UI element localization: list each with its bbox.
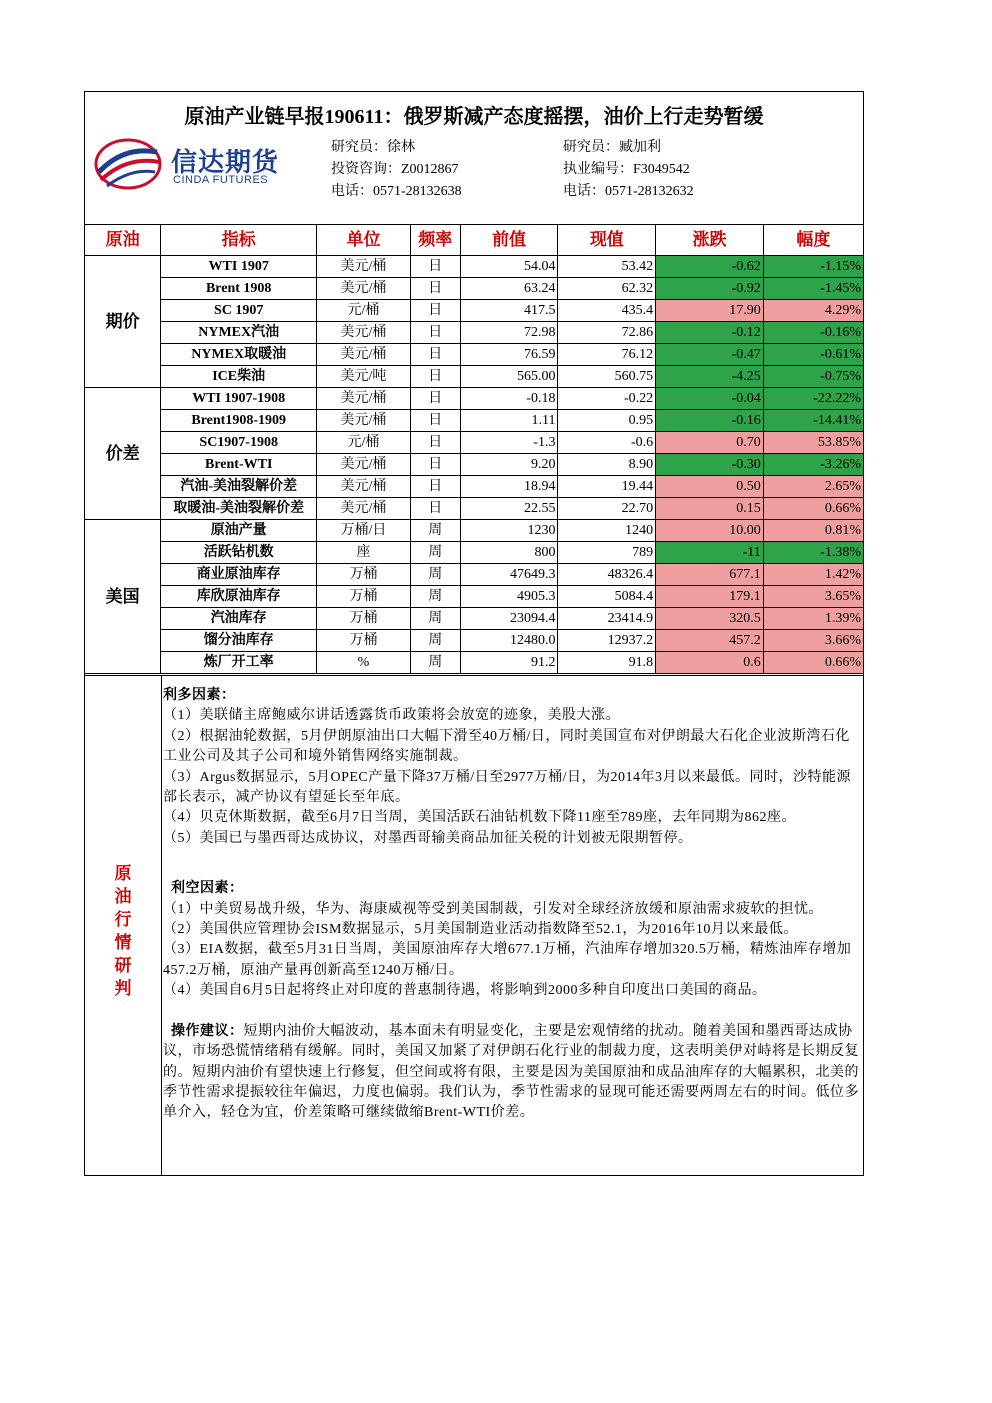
percent-cell: 4.29% <box>763 300 863 322</box>
previous-value-cell: 76.59 <box>460 344 558 366</box>
group-label: 美国 <box>85 520 161 674</box>
table-row <box>85 388 863 410</box>
indicator-cell: 汽油-美油裂解价差 <box>161 476 317 498</box>
brand-name-cn: 信达期货 <box>171 147 280 177</box>
indicator-cell: WTI 1907 <box>161 256 317 278</box>
change-cell: 179.1 <box>656 586 764 608</box>
frequency-cell: 日 <box>410 454 460 476</box>
unit-cell: 美元/桶 <box>317 388 411 410</box>
frequency-cell: 日 <box>410 476 460 498</box>
frequency-cell: 日 <box>410 300 460 322</box>
current-value-cell: -0.22 <box>558 388 656 410</box>
change-cell: -0.92 <box>656 278 764 300</box>
report-header <box>85 92 863 225</box>
change-cell: -4.25 <box>656 366 764 388</box>
current-value-cell: 23414.9 <box>558 608 656 630</box>
indicator-cell: 库欣原油库存 <box>161 586 317 608</box>
previous-value-cell: -0.18 <box>460 388 558 410</box>
current-value-cell: 62.32 <box>558 278 656 300</box>
frequency-cell: 日 <box>410 278 460 300</box>
group-label: 期价 <box>85 256 161 388</box>
table-row <box>85 498 863 520</box>
change-cell: 0.70 <box>656 432 764 454</box>
previous-value-cell: 4905.3 <box>460 586 558 608</box>
change-cell: 320.5 <box>656 608 764 630</box>
unit-cell: 美元/桶 <box>317 476 411 498</box>
table-row <box>85 344 863 366</box>
percent-cell: 1.42% <box>763 564 863 586</box>
spacer <box>163 1002 859 1022</box>
previous-value-cell: 18.94 <box>460 476 558 498</box>
previous-value-cell: 23094.4 <box>460 608 558 630</box>
unit-cell: 美元/吨 <box>317 366 411 388</box>
table-row <box>85 630 863 652</box>
advice-text: 短期内油价大幅波动，基本面未有明显变化，主要是宏观情绪的扰动。随着美国和墨西哥达成协议，市场恐慌情绪稍有缓解。同时，美国又加紧了对伊朗石化行业的制裁力度，这表明美伊对峙将是长期反复的。短期内油价有望快速上行修复，但空间或将有限，主要是因为美国原油和成品油库存的大幅累积，北美的季节性需求提振较往年偏迟，力度也偏弱。我们认为，季节性需求的显现可能还需要两周左右的时间。低位多单介入，轻仓为宜，价差策略可继续做缩Brent-WTI价差。 <box>163 1023 859 1121</box>
table-row <box>85 564 863 586</box>
unit-cell: 元/桶 <box>317 300 411 322</box>
indicator-cell: 汽油库存 <box>161 608 317 630</box>
research-label-cell <box>85 676 162 1176</box>
change-cell: 0.6 <box>656 652 764 674</box>
indicator-cell: Brent-WTI <box>161 454 317 476</box>
percent-cell: -0.16% <box>763 322 863 344</box>
current-value-cell: -0.6 <box>558 432 656 454</box>
bear-heading: 利空因素： <box>171 881 244 897</box>
bull-item: （2）根据油轮数据，5月伊朗原油出口大幅下滑至40万桶/日，同时美国宣布对伊朗最大石化企业波斯湾石化工业公司及其子公司和境外销售网络实施制裁。 <box>163 728 850 765</box>
current-value-cell: 53.42 <box>558 256 656 278</box>
label-char: 油 <box>114 887 132 906</box>
frequency-cell: 日 <box>410 498 460 520</box>
header-previous: 前值 <box>460 224 558 256</box>
research-label <box>113 862 133 1000</box>
current-value-cell: 22.70 <box>558 498 656 520</box>
unit-cell: 美元/桶 <box>317 454 411 476</box>
spacer <box>163 849 859 879</box>
bear-item: （3）EIA数据，截至5月31日当周，美国原油库存大增677.1万桶，汽油库存增加320.5万桶，精炼油库存增加457.2万桶，原油产量再创新高至1240万桶/日。 <box>163 942 852 978</box>
group-label: 价差 <box>85 388 161 520</box>
research-section <box>85 675 863 1176</box>
previous-value-cell: 22.55 <box>460 498 558 520</box>
change-cell: 0.50 <box>656 476 764 498</box>
frequency-cell: 日 <box>410 344 460 366</box>
header-category: 原油 <box>85 224 161 256</box>
unit-cell: 美元/桶 <box>317 256 411 278</box>
unit-cell: 美元/桶 <box>317 498 411 520</box>
indicator-cell: 活跃钻机数 <box>161 542 317 564</box>
bear-item: （1）中美贸易战升级，华为、海康威视等受到美国制裁，引发对全球经济放缓和原油需求疲软的担忧。 <box>163 901 823 917</box>
previous-value-cell: 9.20 <box>460 454 558 476</box>
indicator-cell: SC1907-1908 <box>161 432 317 454</box>
table-body <box>85 256 863 674</box>
table-row <box>85 278 863 300</box>
current-value-cell: 12937.2 <box>558 630 656 652</box>
table-row <box>85 410 863 432</box>
change-cell: -0.12 <box>656 322 764 344</box>
unit-cell: 美元/桶 <box>317 410 411 432</box>
analyst-2-license: 执业编号：F3049542 <box>563 162 690 177</box>
analyst-2-phone: 电话：0571-28132632 <box>563 184 694 199</box>
bull-heading: 利多因素： <box>163 688 236 703</box>
frequency-cell: 日 <box>410 366 460 388</box>
report-sheet <box>84 91 864 1176</box>
current-value-cell: 435.4 <box>558 300 656 322</box>
label-char: 研 <box>114 956 132 975</box>
advice-heading: 操作建议： <box>171 1023 244 1039</box>
current-value-cell: 789 <box>558 542 656 564</box>
indicator-cell: NYMEX取暖油 <box>161 344 317 366</box>
change-cell: 0.15 <box>656 498 764 520</box>
current-value-cell: 8.90 <box>558 454 656 476</box>
current-value-cell: 19.44 <box>558 476 656 498</box>
indicator-cell: Brent 1908 <box>161 278 317 300</box>
cinda-logo <box>93 136 283 192</box>
unit-cell: % <box>317 652 411 674</box>
header-current: 现值 <box>558 224 656 256</box>
indicator-cell: WTI 1907-1908 <box>161 388 317 410</box>
research-body <box>163 686 859 1124</box>
bear-item: （2）美国供应管理协会ISM数据显示，5月美国制造业活动指数降至52.1，为2016年10月以来最低。 <box>163 922 798 938</box>
current-value-cell: 72.86 <box>558 322 656 344</box>
table-row <box>85 542 863 564</box>
change-cell: 17.90 <box>656 300 764 322</box>
previous-value-cell: 47649.3 <box>460 564 558 586</box>
current-value-cell: 1240 <box>558 520 656 542</box>
change-cell: 457.2 <box>656 630 764 652</box>
analyst-1-name: 研究员：徐林 <box>331 140 415 155</box>
previous-value-cell: 54.04 <box>460 256 558 278</box>
table-row <box>85 300 863 322</box>
bull-item: （1）美联储主席鲍威尔讲话透露货币政策将会放宽的迹象，美股大涨。 <box>163 708 620 724</box>
frequency-cell: 周 <box>410 630 460 652</box>
cinda-logo-icon <box>93 136 163 192</box>
previous-value-cell: 91.2 <box>460 652 558 674</box>
previous-value-cell: 1230 <box>460 520 558 542</box>
change-cell: -11 <box>656 542 764 564</box>
table-row <box>85 322 863 344</box>
percent-cell: -0.75% <box>763 366 863 388</box>
percent-cell: -22.22% <box>763 388 863 410</box>
bull-item: （4）贝克休斯数据，截至6月7日当周，美国活跃石油钻机数下降11座至789座，去年同期为862座。 <box>163 810 796 826</box>
percent-cell: -1.38% <box>763 542 863 564</box>
percent-cell: 1.39% <box>763 608 863 630</box>
percent-cell: 3.66% <box>763 630 863 652</box>
change-cell: 677.1 <box>656 564 764 586</box>
change-cell: -0.16 <box>656 410 764 432</box>
frequency-cell: 周 <box>410 542 460 564</box>
indicator-cell: ICE柴油 <box>161 366 317 388</box>
current-value-cell: 560.75 <box>558 366 656 388</box>
previous-value-cell: -1.3 <box>460 432 558 454</box>
indicator-cell: 炼厂开工率 <box>161 652 317 674</box>
frequency-cell: 日 <box>410 322 460 344</box>
frequency-cell: 日 <box>410 410 460 432</box>
change-cell: -0.47 <box>656 344 764 366</box>
header-unit: 单位 <box>317 224 411 256</box>
current-value-cell: 48326.4 <box>558 564 656 586</box>
table-row <box>85 366 863 388</box>
current-value-cell: 5084.4 <box>558 586 656 608</box>
bull-item: （5）美国已与墨西哥达成协议，对墨西哥输美商品加征关税的计划被无限期暂停。 <box>163 830 693 846</box>
unit-cell: 万桶 <box>317 586 411 608</box>
percent-cell: -0.61% <box>763 344 863 366</box>
frequency-cell: 周 <box>410 586 460 608</box>
change-cell: -0.04 <box>656 388 764 410</box>
percent-cell: 53.85% <box>763 432 863 454</box>
table-row <box>85 608 863 630</box>
table-row <box>85 520 863 542</box>
analyst-1-license: 投资咨询：Z0012867 <box>331 162 459 177</box>
current-value-cell: 91.8 <box>558 652 656 674</box>
indicator-cell: 取暖油-美油裂解价差 <box>161 498 317 520</box>
label-char: 原 <box>114 864 132 883</box>
unit-cell: 万桶/日 <box>317 520 411 542</box>
percent-cell: -1.45% <box>763 278 863 300</box>
frequency-cell: 周 <box>410 520 460 542</box>
percent-cell: 2.65% <box>763 476 863 498</box>
analyst-2-name: 研究员：臧加利 <box>563 140 661 155</box>
header-percent: 幅度 <box>763 224 863 256</box>
header-frequency: 频率 <box>410 224 460 256</box>
analyst-1-phone: 电话：0571-28132638 <box>331 184 462 199</box>
table-row <box>85 454 863 476</box>
frequency-cell: 日 <box>410 388 460 410</box>
label-char: 判 <box>114 979 132 998</box>
header-change: 涨跌 <box>656 224 764 256</box>
percent-cell: -1.15% <box>763 256 863 278</box>
previous-value-cell: 72.98 <box>460 322 558 344</box>
table-row <box>85 476 863 498</box>
indicator-cell: SC 1907 <box>161 300 317 322</box>
table-row <box>85 586 863 608</box>
unit-cell: 座 <box>317 542 411 564</box>
bear-item: （4）美国自6月5日起将终止对印度的普惠制待遇，将影响到2000多种自印度出口美国的商品。 <box>163 983 767 999</box>
unit-cell: 美元/桶 <box>317 278 411 300</box>
label-char: 情 <box>114 933 132 952</box>
indicator-cell: 原油产量 <box>161 520 317 542</box>
brand-name-en: CINDA FUTURES <box>173 174 269 186</box>
unit-cell: 美元/桶 <box>317 344 411 366</box>
unit-cell: 万桶 <box>317 608 411 630</box>
percent-cell: -3.26% <box>763 454 863 476</box>
percent-cell: -14.41% <box>763 410 863 432</box>
frequency-cell: 日 <box>410 432 460 454</box>
indicator-cell: NYMEX汽油 <box>161 322 317 344</box>
change-cell: 10.00 <box>656 520 764 542</box>
change-cell: -0.30 <box>656 454 764 476</box>
percent-cell: 0.81% <box>763 520 863 542</box>
report-title: 原油产业链早报190611：俄罗斯减产态度摇摆，油价上行走势暂缓 <box>184 106 764 128</box>
indicator-cell: 商业原油库存 <box>161 564 317 586</box>
percent-cell: 0.66% <box>763 652 863 674</box>
crude-oil-data-table <box>85 224 863 674</box>
frequency-cell: 周 <box>410 564 460 586</box>
advice-paragraph <box>163 1022 859 1124</box>
frequency-cell: 周 <box>410 608 460 630</box>
current-value-cell: 76.12 <box>558 344 656 366</box>
change-cell: -0.62 <box>656 256 764 278</box>
bull-item: （3）Argus数据显示，5月OPEC产量下降37万桶/日至2977万桶/日，为2014年3月以来最低。同时，沙特能源部长表示，减产协议有望延长至年底。 <box>163 769 852 806</box>
frequency-cell: 日 <box>410 256 460 278</box>
unit-cell: 万桶 <box>317 564 411 586</box>
table-row <box>85 432 863 454</box>
previous-value-cell: 1.11 <box>460 410 558 432</box>
percent-cell: 3.65% <box>763 586 863 608</box>
header-indicator: 指标 <box>161 224 317 256</box>
previous-value-cell: 12480.0 <box>460 630 558 652</box>
label-char: 行 <box>114 910 132 929</box>
unit-cell: 万桶 <box>317 630 411 652</box>
table-row <box>85 652 863 674</box>
indicator-cell: 馏分油库存 <box>161 630 317 652</box>
current-value-cell: 0.95 <box>558 410 656 432</box>
previous-value-cell: 417.5 <box>460 300 558 322</box>
previous-value-cell: 565.00 <box>460 366 558 388</box>
frequency-cell: 周 <box>410 652 460 674</box>
table-row <box>85 256 863 278</box>
previous-value-cell: 800 <box>460 542 558 564</box>
unit-cell: 美元/桶 <box>317 322 411 344</box>
previous-value-cell: 63.24 <box>460 278 558 300</box>
table-header-row <box>85 224 863 256</box>
indicator-cell: Brent1908-1909 <box>161 410 317 432</box>
unit-cell: 元/桶 <box>317 432 411 454</box>
percent-cell: 0.66% <box>763 498 863 520</box>
